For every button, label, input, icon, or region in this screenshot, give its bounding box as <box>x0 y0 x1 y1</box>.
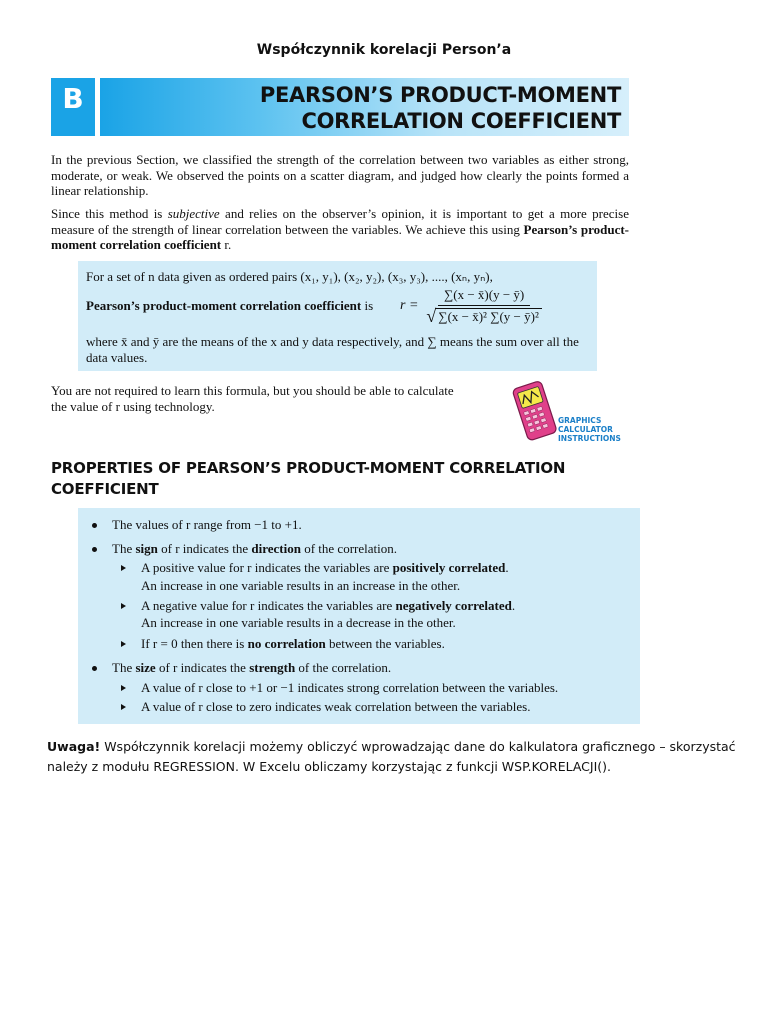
definition-box <box>78 261 597 371</box>
section-banner <box>51 78 629 136</box>
calculator-label-line3: INSTRUCTIONS <box>558 434 621 443</box>
property-size <box>112 660 391 676</box>
note-bold: Uwaga! <box>47 739 101 754</box>
intro-paragraph: In the previous Section, we classified the strength of the correlation between two variables as either strong, moderate, or weak. We observed the points on a scatter diagram, and judged how clearly the points formed a linear relationship. <box>51 152 629 198</box>
section-title-line2: CORRELATION COEFFICIENT <box>301 109 621 133</box>
positive-post: . <box>505 560 509 575</box>
technology-note-line2: the value of r using technology. <box>51 398 215 414</box>
pearson-formula <box>400 287 542 325</box>
method-text-1: Since this method is <box>51 206 168 221</box>
calculator-label-line2: CALCULATOR <box>558 425 613 434</box>
definition-label-text: Pearson’s product-moment correlation coefficient <box>86 298 362 313</box>
note-paragraph <box>47 737 737 777</box>
triangle-bullet-icon <box>121 565 126 571</box>
property-weak: A value of r close to zero indicates weak correlation between the variables. <box>141 699 531 714</box>
properties-box <box>78 508 640 724</box>
zero-bold: no correlation <box>247 636 326 651</box>
formula-numerator: ∑(x − x̄)(y − ȳ) <box>438 287 530 306</box>
triangle-bullet-icon <box>121 685 126 691</box>
method-text-3: r. <box>221 237 232 252</box>
zero-pre: If r = 0 then there is <box>141 636 248 651</box>
direction-bold: direction <box>251 541 301 556</box>
section-title <box>260 82 621 134</box>
negative-pre: A negative value for r indicates the variables are <box>141 598 396 613</box>
negative-bold: negatively correlated <box>395 598 512 613</box>
bullet-icon <box>92 666 97 671</box>
properties-heading-line2: COEFFICIENT <box>51 480 159 498</box>
property-negative-detail: An increase in one variable results in a decrease in the other. <box>141 615 456 630</box>
properties-heading <box>51 458 621 500</box>
technology-note <box>51 383 501 414</box>
definition-label <box>86 298 373 314</box>
size-post: of the correlation. <box>295 660 392 675</box>
formula-denominator-wrap <box>426 306 541 325</box>
sign-pre: The <box>112 541 136 556</box>
size-mid: of r indicates the <box>155 660 250 675</box>
definition-line3: where x̄ and ȳ are the means of the x and y data respectively, and ∑ means the sum over all the data values. <box>86 334 579 365</box>
calculator-label <box>558 416 621 443</box>
formula-lhs: r = <box>400 298 419 313</box>
property-positive-detail: An increase in one variable results in an increase in the other. <box>141 578 461 593</box>
property-strong: A value of r close to +1 or −1 indicates strong correlation between the variables. <box>141 680 559 695</box>
sign-bold: sign <box>135 541 158 556</box>
size-bold: size <box>135 660 156 675</box>
size-pre: The <box>112 660 136 675</box>
bullet-icon <box>92 547 97 552</box>
calculator-label-line1: GRAPHICS <box>558 416 602 425</box>
property-zero <box>141 636 445 652</box>
property-negative <box>141 598 515 614</box>
triangle-bullet-icon <box>121 704 126 710</box>
page-title: Współczynnik korelacji Person’a <box>256 42 512 58</box>
definition-line1: For a set of n data given as ordered pairs (x₁, y₁), (x₂, y₂), (x₃, y₃), ...., (xₙ, yₙ), <box>86 269 493 284</box>
positive-bold: positively correlated <box>392 560 506 575</box>
property-positive <box>141 560 509 576</box>
sign-post: of the correlation. <box>300 541 397 556</box>
sign-mid: of r indicates the <box>157 541 252 556</box>
method-text-2: and relies on the observer’s opinion, it is important to get a more precise measure of the strength of linear correlation between the variables. We achieve this using <box>51 206 629 237</box>
technology-note-line1: You are not required to learn this formula, but you should be able to calculate <box>51 383 454 398</box>
note-text: Współczynnik korelacji możemy obliczyć wprowadzając dane do kalkulatora graficznego – skorzystać należy z modułu REGRESSION. W Excelu obliczamy korzystając z funkcji WSP.KORELACJI(). <box>47 739 736 774</box>
section-title-line1: PEARSON’S PRODUCT-MOMENT <box>259 83 621 107</box>
strength-bold: strength <box>249 660 296 675</box>
positive-pre: A positive value for r indicates the variables are <box>141 560 393 575</box>
formula-fraction <box>426 287 541 325</box>
property-range: The values of r range from −1 to +1. <box>112 517 302 532</box>
section-letter: B <box>51 78 95 136</box>
triangle-bullet-icon <box>121 641 126 647</box>
formula-denominator: ∑(x − x̄)² ∑(y − ȳ)² <box>435 308 542 325</box>
method-bold: Pearson’s product-moment correlation coefficient <box>51 221 629 252</box>
bullet-icon <box>92 523 97 528</box>
properties-heading-line1: PROPERTIES OF PEARSON’S PRODUCT-MOMENT CORRELATION <box>51 459 566 477</box>
definition-is: is <box>364 298 374 313</box>
triangle-bullet-icon <box>121 603 126 609</box>
negative-post: . <box>511 598 516 613</box>
method-italic: subjective <box>167 206 220 221</box>
method-paragraph <box>51 206 629 253</box>
zero-post: between the variables. <box>325 636 445 651</box>
square-root-icon: √ <box>426 306 437 326</box>
property-sign <box>112 541 397 557</box>
